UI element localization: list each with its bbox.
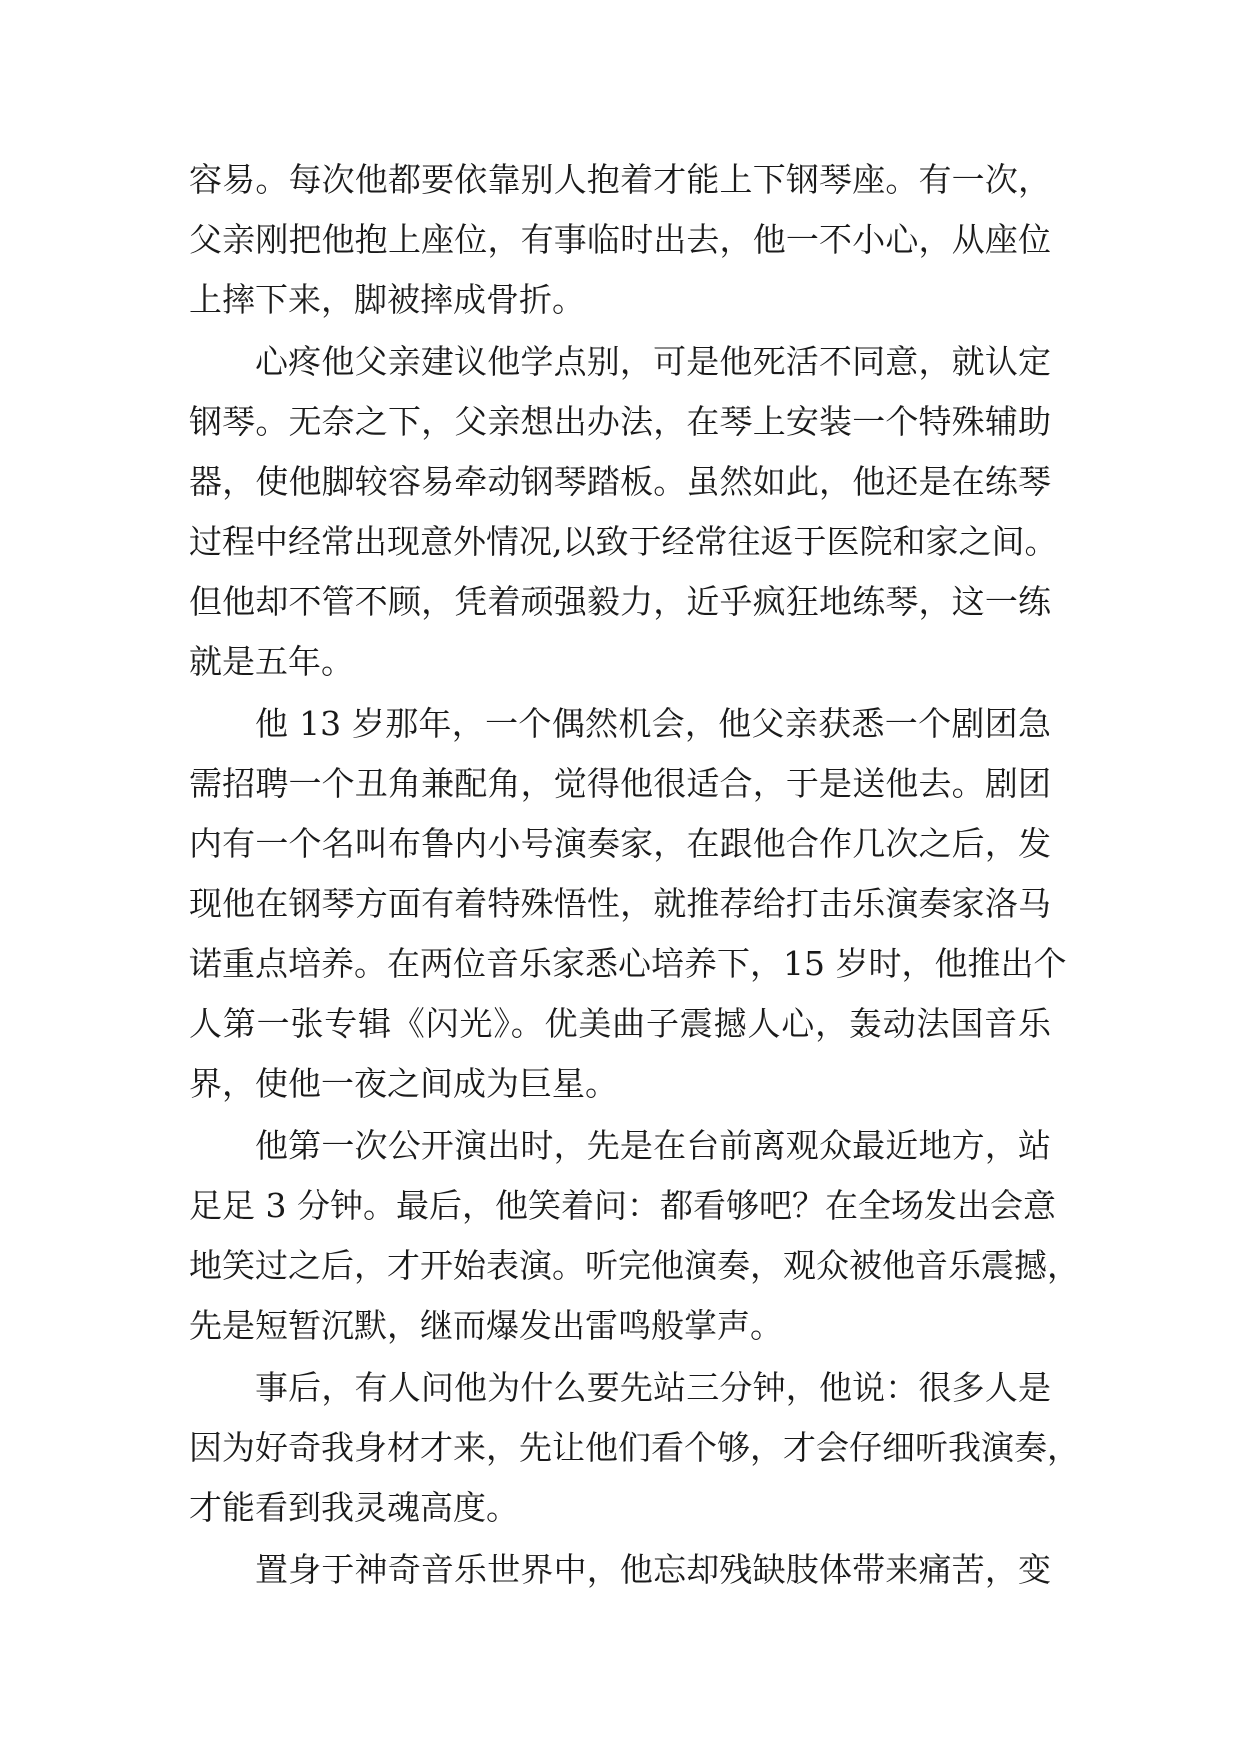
text-line: 足足 3 分钟。最后，他笑着问：都看够吧？在全场发出会意 — [189, 1186, 1056, 1225]
text-line: 容易。每次他都要依靠别人抱着才能上下钢琴座。有一次， — [189, 160, 1051, 199]
text-line: 钢琴。无奈之下，父亲想出办法，在琴上安装一个特殊辅助 — [189, 402, 1051, 441]
text-line: 因为好奇我身材才来，先让他们看个够，才会仔细听我演奏， — [189, 1428, 1080, 1467]
paragraph-first-line: 他第一次公开演出时，先是在台前离观众最近地方，站 — [255, 1126, 1051, 1165]
paragraph-first-line: 置身于神奇音乐世界中，他忘却残缺肢体带来痛苦，变 — [255, 1550, 1051, 1589]
text-line: 父亲刚把他抱上座位，有事临时出去，他一不小心，从座位 — [189, 220, 1051, 259]
text-line: 需招聘一个丑角兼配角，觉得他很适合，于是送他去。剧团 — [189, 764, 1051, 803]
text-line: 就是五年。 — [189, 642, 354, 681]
paragraph-first-line: 他 13 岁那年，一个偶然机会，他父亲获悉一个剧团急 — [255, 704, 1051, 743]
text-line: 先是短暂沉默，继而爆发出雷鸣般掌声。 — [189, 1306, 783, 1345]
text-line: 上摔下来，脚被摔成骨折。 — [189, 280, 585, 319]
text-line: 诺重点培养。在两位音乐家悉心培养下，15 岁时，他推出个 — [189, 944, 1067, 983]
paragraph-first-line: 事后，有人问他为什么要先站三分钟，他说：很多人是 — [255, 1368, 1051, 1407]
text-line: 现他在钢琴方面有着特殊悟性，就推荐给打击乐演奏家洛马 — [189, 884, 1051, 923]
text-line: 内有一个名叫布鲁内小号演奏家，在跟他合作几次之后，发 — [189, 824, 1051, 863]
text-line: 人第一张专辑《闪光》。优美曲子震撼人心，轰动法国音乐 — [189, 1004, 1051, 1043]
text-line: 才能看到我灵魂高度。 — [189, 1488, 519, 1527]
text-line: 界，使他一夜之间成为巨星。 — [189, 1064, 618, 1103]
paragraph-first-line: 心疼他父亲建议他学点别，可是他死活不同意，就认定 — [255, 342, 1051, 381]
text-line: 但他却不管不顾，凭着顽强毅力，近乎疯狂地练琴，这一练 — [189, 582, 1051, 621]
text-line: 器，使他脚较容易牵动钢琴踏板。虽然如此，他还是在练琴 — [189, 462, 1051, 501]
text-line: 过程中经常出现意外情况,以致于经常往返于医院和家之间。 — [189, 522, 1058, 561]
text-line: 地笑过之后，才开始表演。听完他演奏，观众被他音乐震撼， — [189, 1246, 1080, 1285]
